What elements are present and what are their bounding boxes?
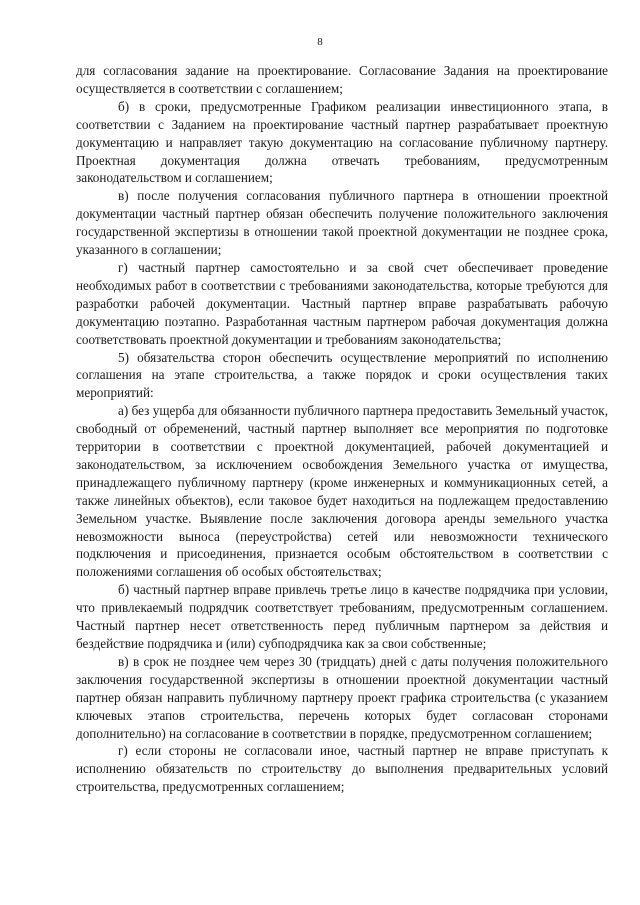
paragraph: г) частный партнер самостоятельно и за свой счет обеспечивает проведение необходимых работ в соответствии с требованиями законодательства, которые требуются для разработки рабочей документации. Частный партнер вправе разрабатывать рабочую документацию поэтапно. Разработанная частным партнером рабочая документация должна соответствовать проектной документации и требованиям законодательства; [76, 259, 608, 347]
document-body [76, 62, 608, 796]
paragraph: г) если стороны не согласовали иное, частный партнер не вправе приступать к исполнению обязательств по строительству до выполнения предварительных условий строительства, предусмотренных соглашением; [76, 743, 608, 795]
paragraph: для согласования задание на проектирование. Согласование Задания на проектирование осуществляется в соответствии с соглашением; [76, 63, 608, 96]
paragraph: в) после получения согласования публичного партнера в отношении проектной документации частный партнер обязан обеспечить получение положительного заключения государственной экспертизы в отношении такой проектной документации не позднее срока, указанного в соглашении; [76, 188, 608, 258]
paragraph: б) в сроки, предусмотренные Графиком реализации инвестиционного этапа, в соответствии с Заданием на проектирование частный партнер разрабатывает проектную документацию и направляет такую документацию на согласование публичному партнеру. Проектная документация должна отвечать требованиям, предусмотренным законодательством и соглашением; [76, 98, 608, 186]
page-number: 8 [317, 36, 323, 48]
paragraph: 5) обязательства сторон обеспечить осуществление мероприятий по исполнению соглашения на этапе строительства, а также порядок и сроки осуществления таких мероприятий: [76, 349, 608, 401]
paragraph: а) без ущерба для обязанности публичного партнера предоставить Земельный участок, свободный от обременений, частный партнер выполняет все мероприятия по подготовке территории в соответствии с проектной документацией, рабочей документацией и законодательством, за исключением освобождения Земельного участка от имущества, принадлежащего публичному партнеру (кроме инженерных и коммуникационных сетей, а также линейных объектов), если таковое будет находиться на подлежащем предоставлению Земельном участке. Выявление после заключения договора аренды земельного участка невозможности выноса (переустройства) сетей или невозможности технического подключения и присоединения, признается особым обстоятельством в соответствии с положениями соглашения об особых обстоятельствах; [76, 403, 608, 580]
paragraph: б) частный партнер вправе привлечь третье лицо в качестве подрядчика при условии, что привлекаемый подрядчик соответствует требованиям, предусмотренным соглашением. Частный партнер несет ответственность перед публичным партнером за действия и бездействие подрядчика и (или) субподрядчика как за свои собственные; [76, 582, 608, 651]
paragraph: в) в срок не позднее чем через 30 (тридцать) дней с даты получения положительного заключения государственной экспертизы в отношении проектной документации частный партнер обязан направить публичному партнеру проект графика строительства (с указанием ключевых этапов строительства, перечень которых будет согласован сторонами дополнительно) на согласование в соответствии в порядке, предусмотренном соглашением; [76, 653, 608, 741]
